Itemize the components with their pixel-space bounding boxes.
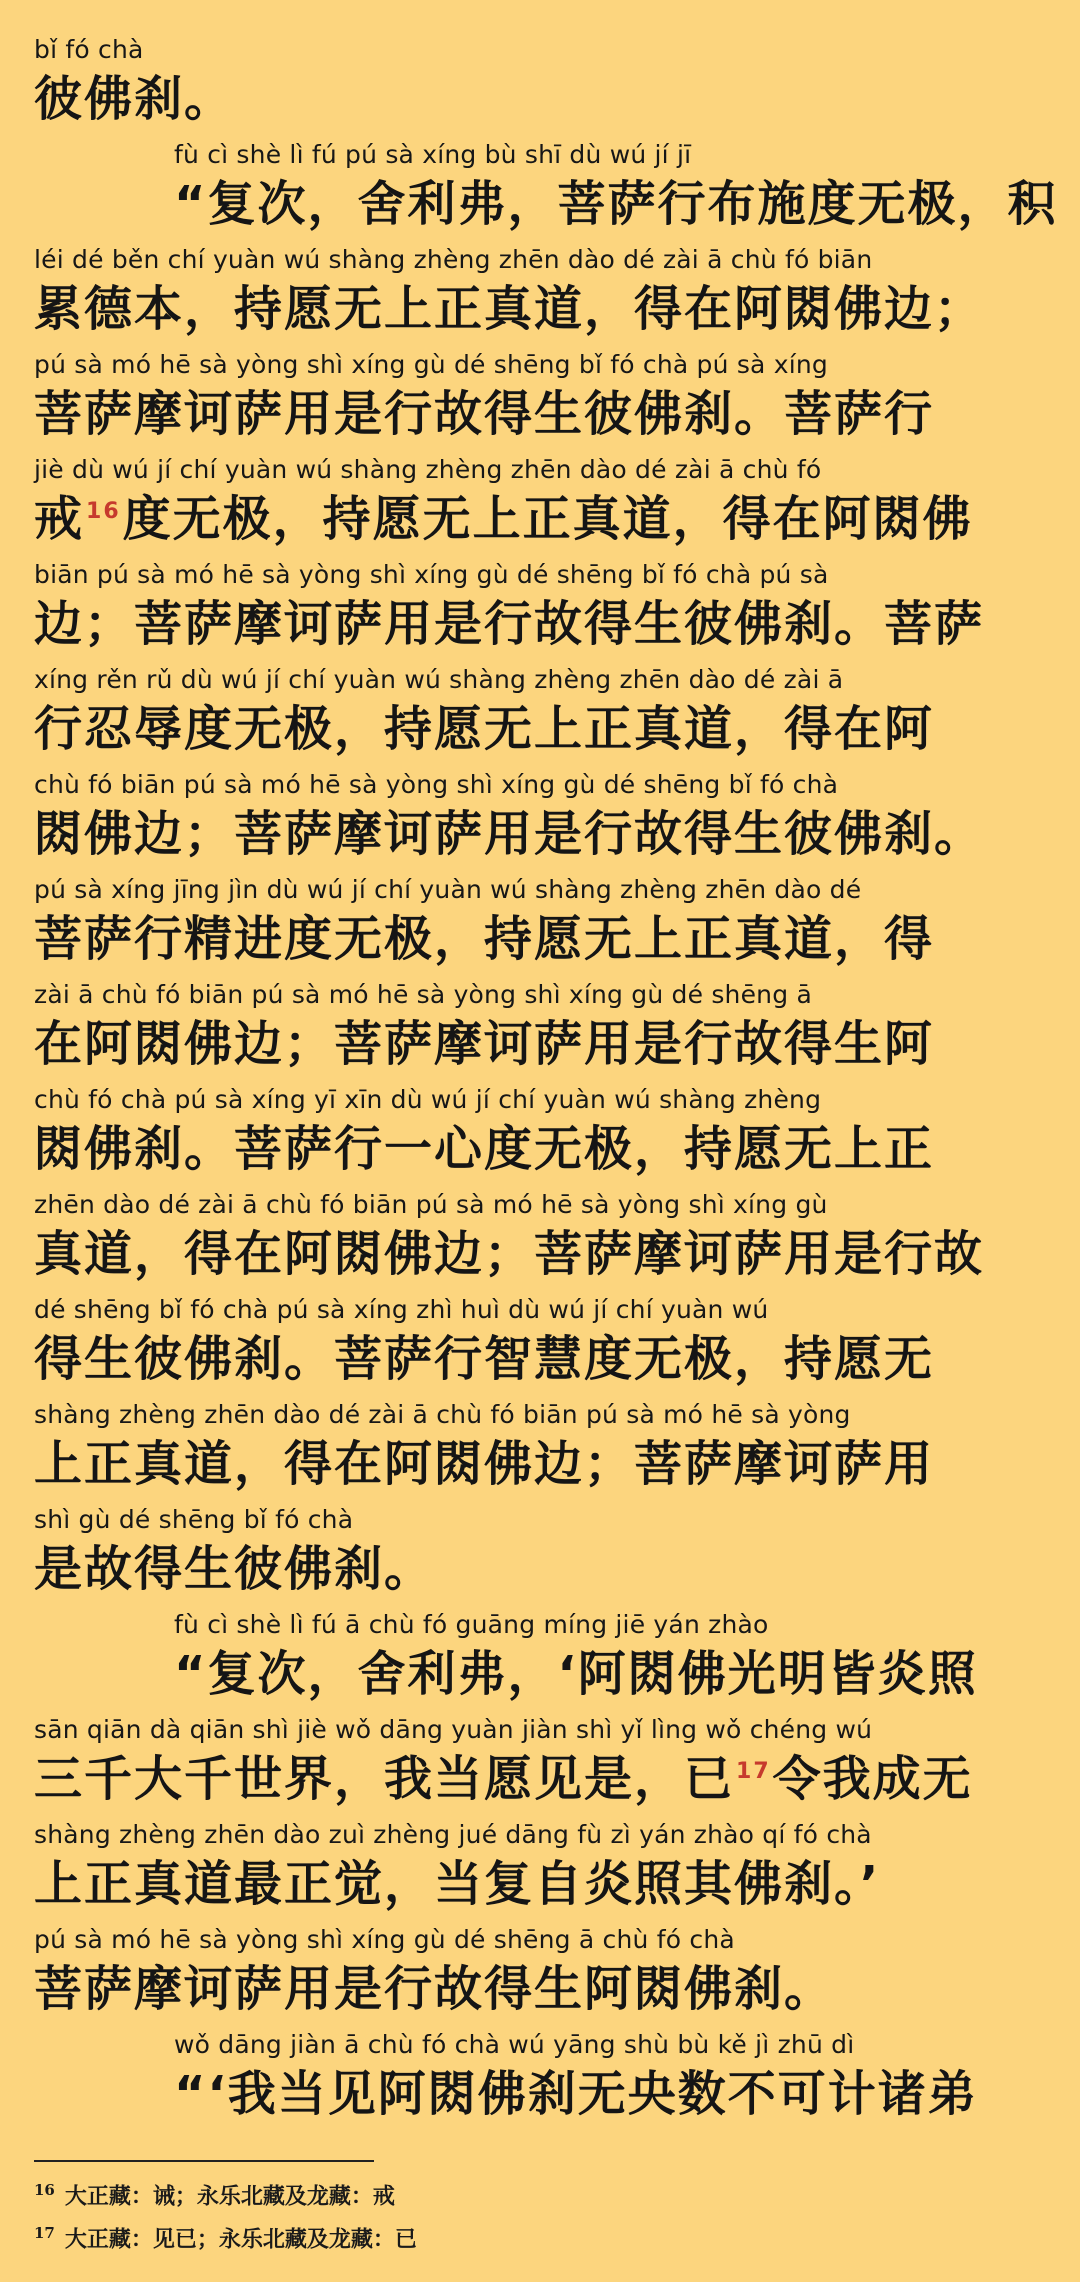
footnote-17 — [34, 2215, 1034, 2258]
text-line-11 — [34, 1084, 1050, 1189]
hanzi-line — [34, 488, 1050, 550]
pinyin-line: pú sà mó hē sà yòng shì xíng gù dé shēng bǐ fó chà pú sà xíng — [34, 350, 828, 379]
pinyin-line: xíng rěn rǔ dù wú jí chí yuàn wú shàng zhèng zhēn dào dé zài ā — [34, 665, 844, 694]
footnote-divider — [34, 2160, 374, 2162]
footnote-marker-17[interactable]: 17 — [736, 1759, 771, 1784]
pinyin-line: léi dé běn chí yuàn wú shàng zhèng zhēn dào dé zài ā chù fó biān — [34, 245, 873, 274]
pinyin-line: shàng zhèng zhēn dào zuì zhèng jué dāng fù zì yán zhào qí fó chà — [34, 1820, 872, 1849]
hanzi-line: 行忍辱度无极，持愿无上正真道，得在阿 — [34, 701, 935, 757]
pinyin-line: bǐ fó chà — [34, 35, 144, 64]
hanzi-line — [34, 1748, 1050, 1810]
scripture-text-block — [34, 34, 1058, 2134]
hanzi-line: “‘我当见阿閦佛刹无央数不可计诸弟 — [174, 2066, 978, 2122]
footnote-number: 17 — [34, 2224, 55, 2243]
pinyin-line: sān qiān dà qiān shì jiè wǒ dāng yuàn jiàn shì yǐ lìng wǒ chéng wú — [34, 1715, 873, 1744]
text-line-20 — [34, 2029, 1050, 2134]
text-line-3 — [34, 244, 1050, 349]
pinyin-line: fù cì shè lì fú pú sà xíng bù shī dù wú jí jī — [174, 140, 692, 169]
text-line-10 — [34, 979, 1050, 1084]
text-line-1 — [34, 34, 1050, 139]
hanzi-segment: 令我成无 — [772, 1751, 973, 1807]
hanzi-line: “复次，舍利弗，菩萨行布施度无极，积 — [174, 176, 1058, 232]
hanzi-line: 在阿閦佛边；菩萨摩诃萨用是行故得生阿 — [34, 1016, 935, 1072]
hanzi-line: 累德本，持愿无上正真道，得在阿閦佛边； — [34, 281, 985, 337]
text-line-17 — [34, 1714, 1050, 1819]
hanzi-line: 彼佛刹。 — [34, 71, 235, 127]
text-line-9 — [34, 874, 1050, 979]
hanzi-line: 上正真道，得在阿閦佛边；菩萨摩诃萨用 — [34, 1436, 935, 1492]
text-line-12 — [34, 1189, 1050, 1294]
text-line-2 — [34, 139, 1058, 244]
hanzi-line: 得生彼佛刹。菩萨行智慧度无极，持愿无 — [34, 1331, 935, 1387]
text-line-19 — [34, 1924, 1050, 2029]
text-line-18 — [34, 1819, 1050, 1924]
text-line-15 — [34, 1504, 1050, 1609]
footnote-text: 大正藏：诫；永乐北藏及龙藏：戒 — [64, 2183, 395, 2210]
pinyin-line: chù fó biān pú sà mó hē sà yòng shì xíng gù dé shēng bǐ fó chà — [34, 770, 839, 799]
pinyin-line: wǒ dāng jiàn ā chù fó chà wú yāng shù bù kě jì zhū dì — [174, 2030, 855, 2059]
text-line-8 — [34, 769, 1050, 874]
hanzi-segment: 戒 — [34, 491, 85, 547]
footnotes-section — [34, 2160, 1034, 2259]
hanzi-segment: 度无极，持愿无上正真道，得在阿閦佛 — [122, 491, 973, 547]
text-line-13 — [34, 1294, 1050, 1399]
pinyin-line: shì gù dé shēng bǐ fó chà — [34, 1505, 354, 1534]
hanzi-line: 上正真道最正觉，当复自炎照其佛刹。’ — [34, 1856, 881, 1912]
text-line-14 — [34, 1399, 1050, 1504]
pinyin-line: shàng zhèng zhēn dào dé zài ā chù fó biān pú sà mó hē sà yòng — [34, 1400, 851, 1429]
hanzi-line: 閦佛刹。菩萨行一心度无极，持愿无上正 — [34, 1121, 935, 1177]
text-line-6 — [34, 559, 1050, 664]
text-line-5 — [34, 454, 1050, 559]
text-line-16 — [34, 1609, 1050, 1714]
text-line-4 — [34, 349, 1050, 454]
footnote-number: 16 — [34, 2181, 55, 2199]
hanzi-line: 边；菩萨摩诃萨用是行故得生彼佛刹。菩萨 — [34, 596, 985, 652]
footnote-text: 大正藏：见已；永乐北藏及龙藏：已 — [64, 2226, 417, 2253]
text-line-7 — [34, 664, 1050, 769]
pinyin-line: pú sà mó hē sà yòng shì xíng gù dé shēng ā chù fó chà — [34, 1925, 735, 1954]
hanzi-line: 真道，得在阿閦佛边；菩萨摩诃萨用是行故 — [34, 1226, 985, 1282]
pinyin-line: fù cì shè lì fú ā chù fó guāng míng jiē yán zhào — [174, 1610, 769, 1639]
pinyin-line: zhēn dào dé zài ā chù fó biān pú sà mó hē sà yòng shì xíng gù — [34, 1190, 828, 1219]
hanzi-line: 菩萨摩诃萨用是行故得生彼佛刹。菩萨行 — [34, 386, 935, 442]
pinyin-line: zài ā chù fó biān pú sà mó hē sà yòng shì xíng gù dé shēng ā — [34, 980, 812, 1009]
hanzi-line: 菩萨摩诃萨用是行故得生阿閦佛刹。 — [34, 1961, 835, 2017]
footnote-marker-16[interactable]: 16 — [86, 499, 121, 524]
pinyin-line: biān pú sà mó hē sà yòng shì xíng gù dé shēng bǐ fó chà pú sà — [34, 560, 829, 589]
hanzi-segment: 三千大千世界，我当愿见是，已 — [34, 1751, 735, 1807]
pinyin-line: chù fó chà pú sà xíng yī xīn dù wú jí chí yuàn wú shàng zhèng — [34, 1085, 822, 1114]
pinyin-line: pú sà xíng jīng jìn dù wú jí chí yuàn wú shàng zhèng zhēn dào dé — [34, 875, 862, 904]
footnote-16 — [34, 2172, 1034, 2215]
pinyin-line: jiè dù wú jí chí yuàn wú shàng zhèng zhēn dào dé zài ā chù fó — [34, 455, 822, 484]
hanzi-line: 是故得生彼佛刹。 — [34, 1541, 435, 1597]
hanzi-line: “复次，舍利弗，‘阿閦佛光明皆炎照 — [174, 1646, 978, 1702]
pinyin-line: dé shēng bǐ fó chà pú sà xíng zhì huì dù wú jí chí yuàn wú — [34, 1295, 769, 1324]
hanzi-line: 閦佛边；菩萨摩诃萨用是行故得生彼佛刹。 — [34, 806, 985, 862]
hanzi-line: 菩萨行精进度无极，持愿无上正真道，得 — [34, 911, 935, 967]
